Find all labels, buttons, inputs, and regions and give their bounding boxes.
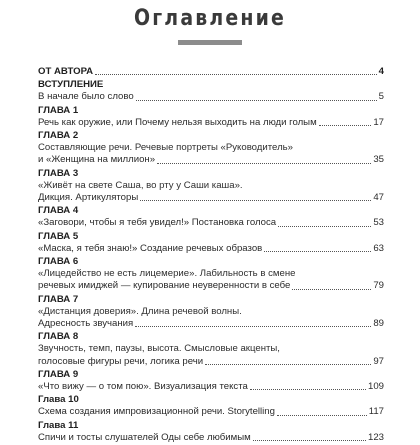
toc-page-number: 17 <box>373 116 384 128</box>
toc-entry-title: и «Женщина на миллион» <box>38 154 156 166</box>
toc-page-number: 109 <box>367 381 384 393</box>
toc-row[interactable] <box>38 318 384 330</box>
toc-entry-title-line: «Лицедейство не есть лицемерие». Лабильность в смене <box>38 268 296 280</box>
toc-entry-chapter[interactable] <box>38 394 384 418</box>
title-underline <box>178 40 242 45</box>
toc-row[interactable] <box>38 406 384 418</box>
toc-entry-title: Речь как оружие, или Почему нельзя выходить на люди голым <box>38 116 317 128</box>
toc-entry-chapter[interactable] <box>38 420 384 444</box>
toc-entry-chapter[interactable] <box>38 205 384 229</box>
leader-dots <box>157 163 371 164</box>
leader-dots <box>140 200 371 201</box>
toc-entry-title: ОТ АВТОРА <box>38 66 94 77</box>
toc-page-number: 89 <box>373 318 384 330</box>
toc-heading: ГЛАВА 9 <box>38 368 79 380</box>
toc-entry-intro[interactable] <box>38 79 384 103</box>
toc-entry-chapter[interactable] <box>38 130 384 167</box>
toc-entry-chapter[interactable] <box>38 331 384 368</box>
toc-row[interactable] <box>38 280 384 292</box>
toc-entry-title: «Маска, я тебя знаю!» Создание речевых образов <box>38 242 263 254</box>
toc-entry-chapter[interactable] <box>38 168 384 205</box>
toc-row[interactable] <box>38 217 384 229</box>
toc-row[interactable] <box>38 117 384 129</box>
toc-entry-chapter[interactable] <box>38 105 384 129</box>
leader-dots <box>136 100 377 101</box>
toc-heading: Глава 10 <box>38 394 79 406</box>
toc-row[interactable] <box>38 91 384 103</box>
page-title: Оглавление <box>134 6 286 31</box>
toc-entry-chapter[interactable] <box>38 231 384 255</box>
toc-row[interactable] <box>38 432 384 444</box>
toc-entry-title-line: «Живёт на свете Саша, во рту у Саши каша». <box>38 179 243 191</box>
toc-page-number: 123 <box>367 431 384 443</box>
toc-row[interactable] <box>38 192 384 204</box>
toc-entry-title: «Заговори, чтобы я тебя увидел!» Постановка голоса <box>38 217 277 229</box>
toc-heading: ГЛАВА 3 <box>38 167 79 179</box>
toc-heading: ГЛАВА 1 <box>38 104 79 116</box>
toc-page-number: 4 <box>378 66 384 77</box>
leader-dots <box>95 74 377 75</box>
toc-heading: ГЛАВА 7 <box>38 293 79 305</box>
toc-heading: ГЛАВА 8 <box>38 331 79 343</box>
toc-entry-title: «Что вижу — о том пою». Визуализация текста <box>38 381 248 393</box>
toc-heading: ГЛАВА 4 <box>38 205 79 217</box>
toc-entry-chapter[interactable] <box>38 294 384 331</box>
toc-entry-title: Дикция. Артикуляторы <box>38 192 139 204</box>
leader-dots <box>135 326 371 327</box>
toc-row[interactable] <box>38 381 384 393</box>
table-of-contents <box>38 66 384 445</box>
toc-page-number: 97 <box>373 355 384 367</box>
leader-dots <box>277 415 367 416</box>
toc-heading: Глава 11 <box>38 419 79 431</box>
toc-page-number: 53 <box>373 217 384 229</box>
leader-dots <box>253 440 366 441</box>
toc-row[interactable] <box>38 154 384 166</box>
toc-entry-title: голосовые фигуры речи, логика речи <box>38 355 204 367</box>
toc-entry-title-line: «Дистанция доверия». Длина речевой волны. <box>38 305 242 317</box>
leader-dots <box>278 226 371 227</box>
leader-dots <box>292 289 371 290</box>
toc-entry-title: речевых имиджей — купирование неуверенности в себе <box>38 280 291 292</box>
toc-entry-chapter[interactable] <box>38 256 384 293</box>
toc-entry-title: Адресность звучания <box>38 318 134 330</box>
toc-heading: ВСТУПЛЕНИЕ <box>38 79 104 91</box>
toc-entry-chapter[interactable] <box>38 369 384 393</box>
toc-entry-author[interactable] <box>38 66 384 78</box>
toc-entry-title-line: Составляющие речи. Речевые портреты «Руководитель» <box>38 142 293 154</box>
toc-page-number: 47 <box>373 192 384 204</box>
leader-dots <box>319 125 372 126</box>
toc-entry-title-line: Звучность, темп, паузы, высота. Смысловые акценты, <box>38 343 280 355</box>
toc-page-number: 79 <box>373 280 384 292</box>
toc-page-number: 117 <box>368 406 384 418</box>
toc-page-number: 35 <box>373 154 384 166</box>
toc-entry-title: Схема создания импровизационной речи. Storytelling <box>38 406 275 418</box>
toc-entry-title: В начале было слово <box>38 91 134 103</box>
toc-heading: ГЛАВА 6 <box>38 256 79 268</box>
toc-entry-title: Спичи и тосты слушателей Оды себе любимым <box>38 431 251 443</box>
toc-row[interactable] <box>38 356 384 368</box>
toc-heading: ГЛАВА 5 <box>38 230 79 242</box>
toc-page-number: 63 <box>373 242 384 254</box>
toc-row[interactable] <box>38 66 384 78</box>
leader-dots <box>205 364 371 365</box>
toc-row[interactable] <box>38 243 384 255</box>
leader-dots <box>264 251 371 252</box>
leader-dots <box>250 389 366 390</box>
toc-heading: ГЛАВА 2 <box>38 130 79 142</box>
toc-page-number: 5 <box>378 91 384 103</box>
